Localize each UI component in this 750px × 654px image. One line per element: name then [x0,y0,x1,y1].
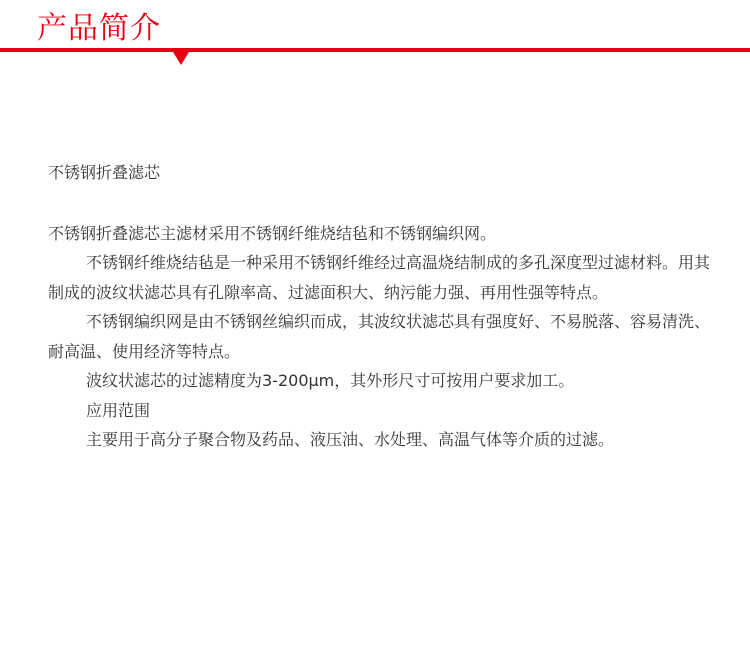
paragraph-applications: 主要用于高分子聚合物及药品、液压油、水处理、高温气体等介质的过滤。 [86,430,615,449]
paragraph-woven-mesh: 不锈钢编织网是由不锈钢丝编织而成，其波纹状滤芯具有强度好、不易脱落、容易清洗、耐高温、使用经济等特点。 [48,312,711,361]
header-divider [0,48,750,52]
application-heading: 应用范围 [86,400,151,420]
section-title: 产品简介 [37,11,161,46]
header-arrow-marker [173,52,189,65]
product-description [48,158,718,455]
product-name: 不锈钢折叠滤芯 [48,163,161,182]
paragraph-precision: 波纹状滤芯的过滤精度为3-200μm，其外形尺寸可按用户要求加工。 [86,371,575,390]
paragraph-fiber-felt: 不锈钢纤维烧结毡是一种采用不锈钢纤维经过高温烧结制成的多孔深度型过滤材料。用其制成的波纹状滤芯具有孔隙率高、过滤面积大、纳污能力强、再用性强等特点。 [48,253,711,302]
paragraph-intro: 不锈钢折叠滤芯主滤材采用不锈钢纤维烧结毡和不锈钢编织网。 [48,223,497,243]
